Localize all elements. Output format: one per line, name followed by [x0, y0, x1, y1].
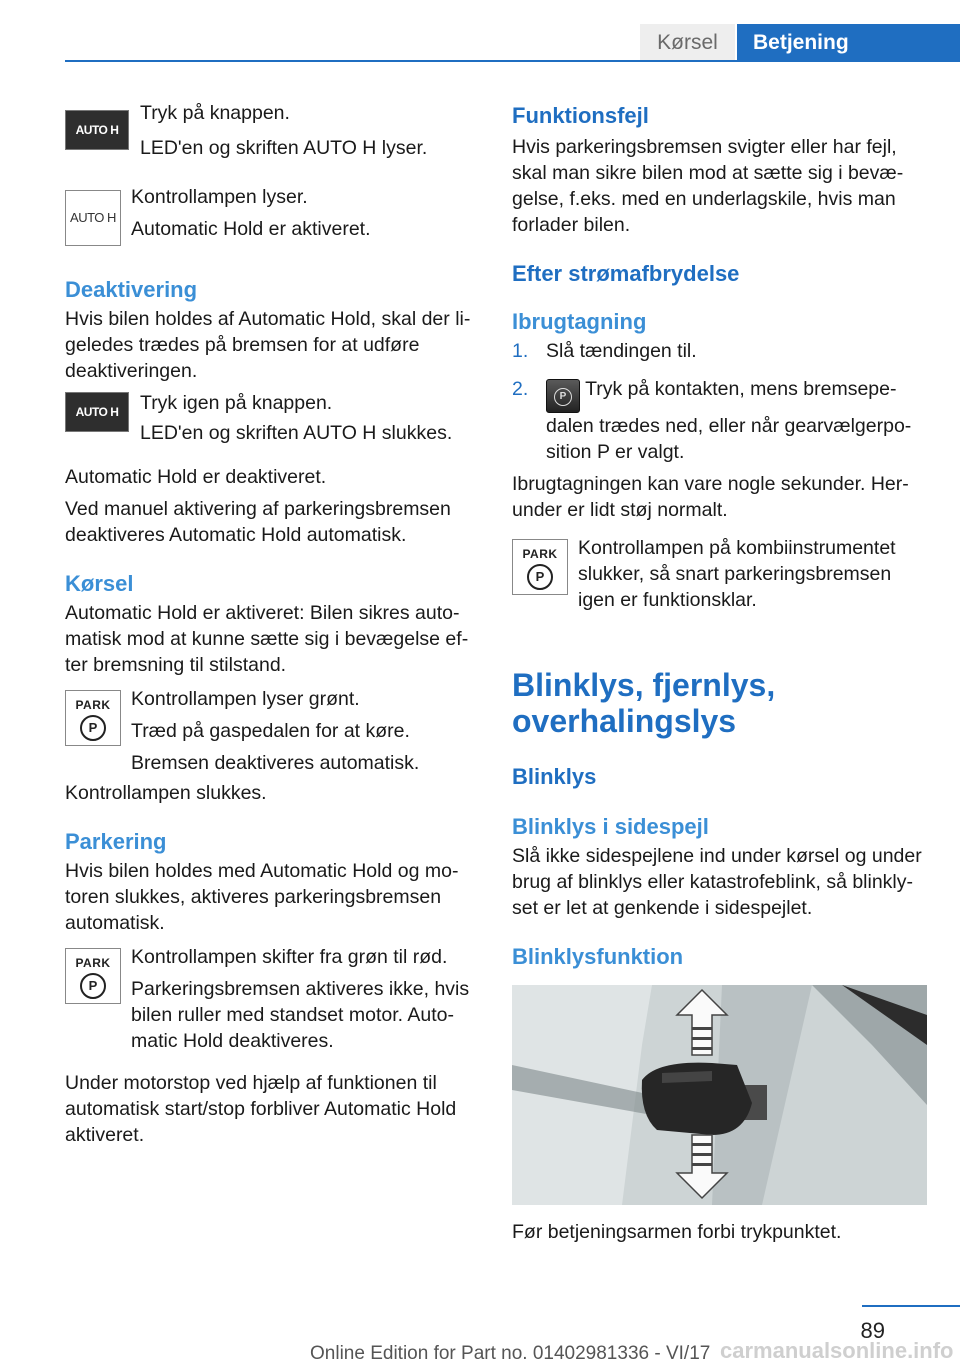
text-hold-deactivated: Automatic Hold er deaktiveret.: [65, 466, 327, 488]
text-lamp-on: Kontrollampen lyser.: [131, 186, 308, 208]
lever-illustration: [512, 985, 927, 1205]
text-green-red: Kontrollampen skifter fra grøn til rød.: [131, 946, 448, 968]
park-lamp-icon: [65, 948, 121, 1004]
heading-fault: Funktionsfejl: [512, 103, 649, 128]
text-step-gas: Træd på gaspedalen for at køre.: [131, 720, 410, 742]
heading-func: Blinklysfunktion: [512, 944, 684, 969]
park-cluster-block: [512, 535, 932, 631]
park-lamp-icon: [512, 539, 568, 595]
text-lamp-cluster: Kontrollampen på kombiinstrumentet slukker, så snart parkeringsbremsen igen er funktionsklar.: [578, 537, 896, 611]
heading-mirror: Blinklys i sidespejl: [512, 814, 709, 839]
step-text: Tryk på kontakten, mens bremsepe-dalen trædes ned, eller når gearvælgerpo-sition P er valgt.: [546, 378, 912, 463]
park-label: PARK: [75, 698, 111, 712]
autoh-lamp-block: [65, 184, 480, 276]
steps-list: [512, 338, 932, 465]
heading-main: Blinklys, fjernlys, overhalingslys: [512, 667, 776, 739]
autoh-button-icon: AUTO H: [65, 392, 129, 432]
text-brake-auto: Bremsen deaktiveres automatisk.: [131, 752, 420, 774]
park-green-block: [65, 686, 480, 780]
edition-text: Online Edition for Part no. 01402981336 - VI/17: [310, 1343, 711, 1364]
text-stop: Under motorstop ved hjælp af funktionen til automatisk start/stop forbliver Automatic Hold aktiveret.: [65, 1072, 457, 1146]
text-green: Kontrollampen lyser grønt.: [131, 688, 360, 710]
text-parking: Hvis bilen holdes med Automatic Hold og mo-toren slukkes, aktiveres parkeringsbremsen automatisk.: [65, 860, 459, 934]
park-lamp-icon: [65, 690, 121, 746]
text-deactivation: Hvis bilen holdes af Automatic Hold, skal der li-geledes trædes på bremsen for at udføre deaktiveringen.: [65, 308, 471, 382]
page-header: [0, 0, 960, 62]
park-circle-icon: P: [527, 564, 553, 590]
footer-rule: [862, 1305, 960, 1307]
watermark: carmanualsonline.info: [720, 1338, 954, 1363]
autoh-button-icon: AUTO H: [65, 110, 129, 150]
park-circle-icon: P: [80, 715, 106, 741]
text-driving: Automatic Hold er aktiveret: Bilen sikres auto-matisk mod at kunne sætte sig i bevægelse ef-ter bremsning til stilstand.: [65, 602, 469, 676]
heading-parking: Parkering: [65, 829, 167, 854]
header-rule: [65, 60, 960, 62]
text-park-not: Parkeringsbremsen aktiveres ikke, hvis bilen ruller med standset motor. Auto-matic Hold deaktiveres.: [131, 978, 470, 1052]
image-caption: Før betjeningsarmen forbi trykpunktet.: [512, 1221, 842, 1243]
text-mirror: Slå ikke sidespejlene ind under kørsel og under brug af blinklys eller katastrofeblink, så blinkly-set er let at genkende i sidespejlet.: [512, 845, 922, 919]
heading-driving: Kørsel: [65, 571, 134, 596]
text-fault: Hvis parkeringsbremsen svigter eller har fejl, skal man sikre bilen mod at sætte sig i bevæ-gelse, f.eks. med en underlagskile, hvis man forlader bilen.: [512, 136, 904, 236]
text-lamp-off: Kontrollampen slukkes.: [65, 782, 267, 804]
text-press-again: Tryk igen på knappen.: [140, 392, 333, 414]
list-item: [512, 338, 932, 364]
park-label: PARK: [75, 956, 111, 970]
heading-blink: Blinklys: [512, 764, 597, 789]
autoh-press-again-block: [65, 390, 480, 462]
heading-start: Ibrugtagning: [512, 309, 647, 334]
text-led-off: LED'en og skriften AUTO H slukkes.: [140, 422, 453, 444]
text-start: Ibrugtagningen kan vare nogle sekunder. Her-under er lidt støj normalt.: [512, 473, 909, 521]
page-number: 89: [860, 1318, 885, 1343]
left-column: [65, 100, 480, 1148]
text-hold-active: Automatic Hold er aktiveret.: [131, 218, 371, 240]
text-manual: Ved manuel aktivering af parkeringsbremsen deaktiveres Automatic Hold automatisk.: [65, 498, 451, 546]
step-number: 1.: [512, 340, 529, 362]
text-led-on: LED'en og skriften AUTO H lyser.: [140, 137, 428, 159]
autoh-press-block: [65, 100, 480, 164]
text-press-button: Tryk på knappen.: [140, 102, 290, 124]
tab-current[interactable]: Betjening: [737, 24, 960, 62]
autoh-lamp-icon: AUTO H: [65, 190, 121, 246]
right-column: [512, 100, 932, 1245]
heading-power: Efter strømafbrydelse: [512, 261, 740, 286]
parking-brake-switch-icon: P: [546, 379, 580, 413]
tab-section[interactable]: Kørsel: [640, 24, 735, 62]
step-number: 2.: [512, 378, 529, 400]
park-label: PARK: [522, 547, 558, 561]
park-circle-icon: P: [80, 973, 106, 999]
list-item: [512, 376, 932, 465]
turn-signal-lever-image: [512, 985, 927, 1205]
step-text: Slå tændingen til.: [546, 340, 697, 362]
park-red-block: [65, 944, 480, 1056]
heading-deactivation: Deaktivering: [65, 277, 198, 302]
